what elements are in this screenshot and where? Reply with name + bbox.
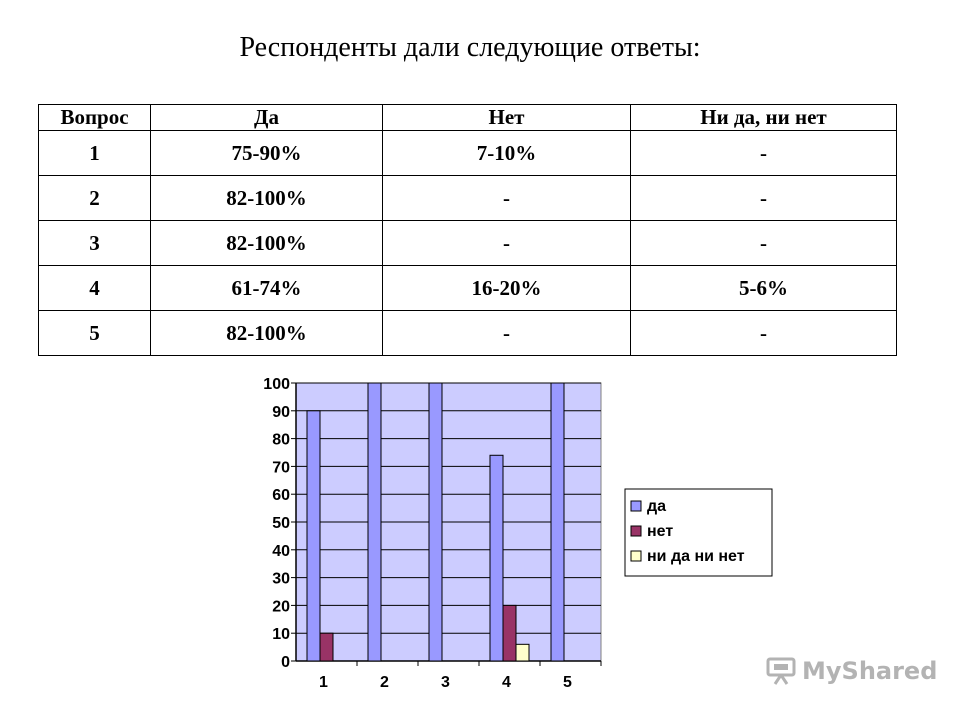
x-tick-label: 2	[380, 674, 389, 691]
watermark	[766, 657, 937, 685]
x-tick-label: 1	[319, 674, 328, 691]
x-tick-label: 4	[502, 674, 511, 691]
y-tick-label: 60	[272, 487, 290, 505]
cell-no: -	[383, 311, 631, 356]
y-tick-label: 40	[272, 542, 290, 560]
legend-label: ни да ни нет	[647, 548, 745, 565]
bar-ни-да-ни-нет	[516, 644, 529, 661]
y-tick-label: 0	[281, 654, 290, 671]
cell-neither: -	[631, 311, 897, 356]
bar-да	[490, 455, 503, 661]
projector-icon	[766, 657, 796, 685]
legend-swatch	[631, 501, 641, 511]
y-tick-label: 70	[272, 459, 290, 477]
y-tick-label: 50	[272, 515, 290, 532]
bar-нет	[503, 605, 516, 661]
bar-да	[429, 383, 442, 661]
legend-label: да	[647, 498, 667, 515]
x-tick-label: 3	[441, 674, 450, 691]
bar-да	[551, 383, 564, 661]
x-tick-label: 5	[563, 674, 572, 691]
cell-question: 1	[39, 131, 151, 176]
bar-нет	[320, 633, 333, 661]
cell-question: 5	[39, 311, 151, 356]
header-yes: Да	[151, 105, 383, 131]
cell-neither: -	[631, 131, 897, 176]
cell-no: -	[383, 221, 631, 266]
cell-no: -	[383, 176, 631, 221]
cell-neither: -	[631, 221, 897, 266]
y-tick-label: 10	[272, 626, 290, 644]
cell-question: 2	[39, 176, 151, 221]
watermark-text: MyShared	[802, 657, 938, 685]
y-tick-label: 30	[272, 570, 290, 588]
legend-label: нет	[647, 523, 674, 540]
header-neither: Ни да, ни нет	[631, 105, 897, 131]
y-tick-label: 100	[263, 376, 290, 393]
y-tick-label: 20	[272, 598, 290, 616]
y-tick-label: 80	[272, 431, 290, 449]
cell-neither: 5-6%	[631, 266, 897, 311]
cell-yes: 82-100%	[151, 221, 383, 266]
cell-yes: 82-100%	[151, 311, 383, 356]
cell-yes: 82-100%	[151, 176, 383, 221]
cell-no: 16-20%	[383, 266, 631, 311]
header-question: Вопрос	[39, 105, 151, 131]
bar-да	[307, 411, 320, 661]
header-no: Нет	[383, 105, 631, 131]
bar-да	[368, 383, 381, 661]
cell-no: 7-10%	[383, 131, 631, 176]
slide-title: Респонденты дали следующие ответы:	[239, 32, 701, 63]
cell-question: 3	[39, 221, 151, 266]
cell-question: 4	[39, 266, 151, 311]
cell-neither: -	[631, 176, 897, 221]
y-tick-label: 90	[272, 403, 290, 421]
legend-swatch	[631, 526, 641, 536]
cell-yes: 61-74%	[151, 266, 383, 311]
legend-swatch	[631, 551, 641, 561]
cell-yes: 75-90%	[151, 131, 383, 176]
